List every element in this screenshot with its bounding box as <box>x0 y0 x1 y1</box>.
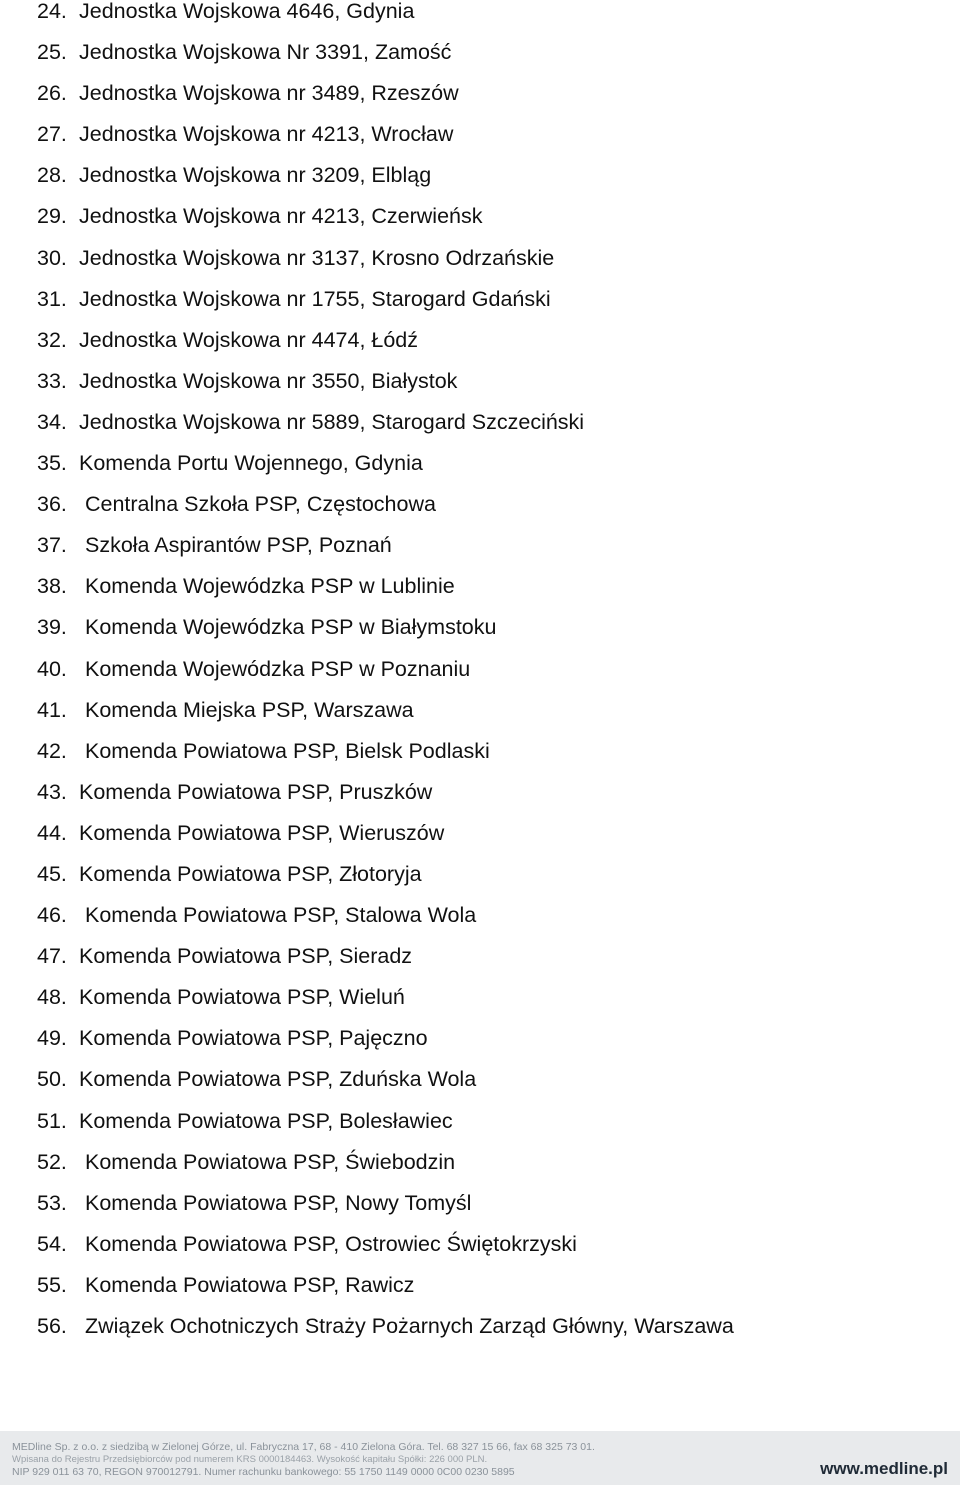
list-item-number: 30. <box>37 245 67 270</box>
list-item-text: Jednostka Wojskowa Nr 3391, Zamość <box>78 40 452 65</box>
list-item-text: Komenda Powiatowa PSP, Nowy Tomyśl <box>84 1190 472 1215</box>
list-item-text: Komenda Powiatowa PSP, Złotoryja <box>78 861 422 886</box>
footer-company-address: MEDline Sp. z o.o. z siedzibą w Zielonej Górze, ul. Fabryczna 17, 68 - 410 Zielona Góra. Tel. 68 327 15 66, fax 68 325 73 01. <box>12 1441 595 1453</box>
list-item-number: 40. <box>37 656 67 681</box>
list-item-text: Jednostka Wojskowa nr 3209, Elbląg <box>78 163 432 188</box>
list-item-text: Komenda Powiatowa PSP, Pruszków <box>78 779 433 804</box>
list-item-number: 33. <box>37 368 67 393</box>
list-item-number: 52. <box>37 1149 67 1174</box>
list-item <box>37 238 937 279</box>
list-item-number: 25. <box>37 40 67 65</box>
list-item <box>37 936 937 977</box>
list-item-text: Jednostka Wojskowa nr 3137, Krosno Odrzańskie <box>78 245 555 270</box>
list-item-text: Komenda Powiatowa PSP, Bielsk Podlaski <box>84 738 490 763</box>
list-item-text: Szkoła Aspirantów PSP, Poznań <box>84 533 392 558</box>
list-item-text: Komenda Powiatowa PSP, Stalowa Wola <box>84 903 477 928</box>
list-item <box>37 484 937 525</box>
list-item <box>37 1224 937 1265</box>
list-item-number: 47. <box>37 944 67 969</box>
list-item <box>37 854 937 895</box>
list-item <box>37 731 937 772</box>
list-item <box>37 1183 937 1224</box>
list-item-number: 50. <box>37 1067 67 1092</box>
list-item-number: 44. <box>37 820 67 845</box>
list-item-text: Komenda Powiatowa PSP, Wieluń <box>78 985 405 1010</box>
list-item-number: 53. <box>37 1190 67 1215</box>
list-item-number: 39. <box>37 615 67 640</box>
list-item-text: Komenda Powiatowa PSP, Sieradz <box>78 944 413 969</box>
list-item <box>37 1265 937 1306</box>
list-item <box>37 566 937 607</box>
list-item <box>37 320 937 361</box>
list-item <box>37 607 937 648</box>
list-item <box>37 977 937 1018</box>
list-item-number: 56. <box>37 1314 67 1338</box>
list-item-text: Jednostka Wojskowa nr 1755, Starogard Gdański <box>78 286 551 311</box>
list-item-text: Jednostka Wojskowa nr 3489, Rzeszów <box>78 81 459 106</box>
list-item-number: 32. <box>37 327 67 352</box>
list-item-number: 35. <box>37 451 67 476</box>
list-item-text: Komenda Powiatowa PSP, Świebodzin <box>84 1149 456 1174</box>
list-item <box>37 813 937 854</box>
footer-website[interactable]: www.medline.pl <box>820 1459 948 1478</box>
list-item-text: Komenda Powiatowa PSP, Pajęczno <box>78 1026 428 1051</box>
list-item <box>37 402 937 443</box>
list-item <box>37 690 937 731</box>
list-item-text: Komenda Powiatowa PSP, Rawicz <box>84 1272 415 1297</box>
list-item-number: 42. <box>37 738 67 763</box>
organization-list <box>37 0 937 1347</box>
list-item-text: Komenda Powiatowa PSP, Wieruszów <box>78 820 445 845</box>
list-item <box>37 649 937 690</box>
page-footer <box>0 1431 960 1485</box>
list-item-number: 28. <box>37 163 67 188</box>
list-item <box>37 155 937 196</box>
list-item-text: Jednostka Wojskowa nr 4213, Czerwieńsk <box>78 204 483 229</box>
list-item-text: Centralna Szkoła PSP, Częstochowa <box>84 492 436 517</box>
list-item-text: Jednostka Wojskowa nr 4213, Wrocław <box>78 122 454 147</box>
list-item-number: 34. <box>37 409 67 434</box>
list-item <box>37 361 937 402</box>
list-item <box>37 114 937 155</box>
list-item-text: Jednostka Wojskowa 4646, Gdynia <box>78 0 415 23</box>
list-item-number: 43. <box>37 779 67 804</box>
list-item-number: 45. <box>37 861 67 886</box>
list-item <box>37 895 937 936</box>
list-item-number: 24. <box>37 0 67 23</box>
list-item-number: 46. <box>37 903 67 928</box>
list-item-text: Związek Ochotniczych Straży Pożarnych Zarząd Główny, Warszawa <box>84 1314 734 1338</box>
list-item-text: Jednostka Wojskowa nr 5889, Starogard Szczeciński <box>78 409 585 434</box>
list-item-text: Komenda Wojewódzka PSP w Lublinie <box>84 574 455 599</box>
list-item-number: 51. <box>37 1108 67 1133</box>
list-item-text: Komenda Powiatowa PSP, Bolesławiec <box>78 1108 453 1133</box>
list-item-number: 27. <box>37 122 67 147</box>
list-item <box>37 196 937 237</box>
list-item-number: 41. <box>37 697 67 722</box>
list-item-text: Komenda Powiatowa PSP, Zduńska Wola <box>78 1067 477 1092</box>
list-item <box>37 772 937 813</box>
list-item <box>37 0 937 32</box>
list-item-number: 26. <box>37 81 67 106</box>
list-item-number: 38. <box>37 574 67 599</box>
list-item-text: Komenda Miejska PSP, Warszawa <box>84 697 414 722</box>
list-item-text: Komenda Wojewódzka PSP w Poznaniu <box>84 656 471 681</box>
list-item <box>37 525 937 566</box>
list-item-number: 31. <box>37 286 67 311</box>
footer-registration-info: Wpisana do Rejestru Przedsiębiorców pod numerem KRS 0000184463. Wysokość kapitału Spółki: 226 000 PLN. <box>12 1454 488 1465</box>
list-item <box>37 1306 937 1347</box>
list-item <box>37 32 937 73</box>
list-item <box>37 1101 937 1142</box>
list-item <box>37 73 937 114</box>
list-item-text: Komenda Powiatowa PSP, Ostrowiec Świętokrzyski <box>84 1231 577 1256</box>
footer-tax-bank-info: NIP 929 011 63 70, REGON 970012791. Numer rachunku bankowego: 55 1750 1149 0000 0C00 0230 5895 <box>12 1466 515 1478</box>
list-item-text: Jednostka Wojskowa nr 3550, Białystok <box>78 368 458 393</box>
list-item-text: Jednostka Wojskowa nr 4474, Łódź <box>78 327 419 352</box>
list-item-text: Komenda Wojewódzka PSP w Białymstoku <box>84 615 497 640</box>
list-item-number: 49. <box>37 1026 67 1051</box>
list-item <box>37 1142 937 1183</box>
list-item <box>37 279 937 320</box>
list-item <box>37 1059 937 1100</box>
list-item-number: 29. <box>37 204 67 229</box>
list-item-number: 54. <box>37 1231 67 1256</box>
list-item <box>37 443 937 484</box>
list-item-number: 36. <box>37 492 67 517</box>
list-item-text: Komenda Portu Wojennego, Gdynia <box>78 451 423 476</box>
list-item <box>37 1018 937 1059</box>
list-item-number: 37. <box>37 533 67 558</box>
list-item-number: 55. <box>37 1272 67 1297</box>
list-item-number: 48. <box>37 985 67 1010</box>
